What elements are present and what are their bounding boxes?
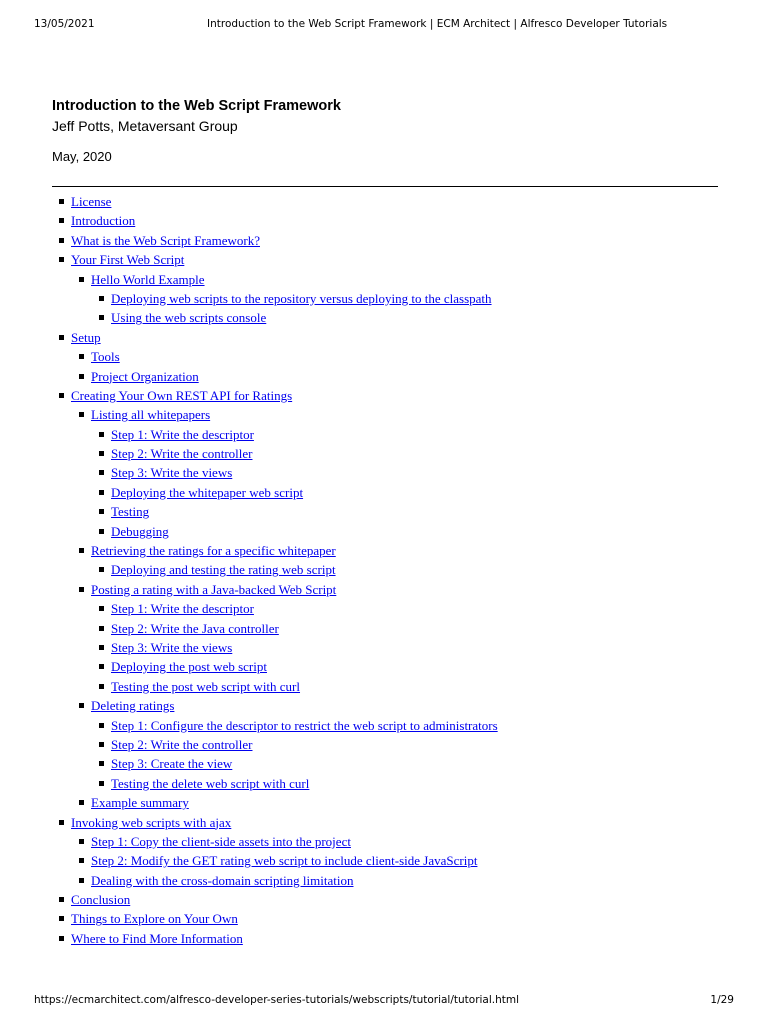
toc-link[interactable]: Testing the post web script with curl [111, 678, 301, 694]
document-author: Jeff Potts, Metaversant Group [52, 118, 238, 134]
toc-item [52, 716, 718, 735]
square-bullet-icon [59, 936, 64, 941]
print-header [34, 16, 734, 32]
document-date: May, 2020 [52, 149, 112, 164]
square-bullet-icon [59, 218, 64, 223]
square-bullet-icon [99, 509, 104, 514]
toc-item [52, 192, 718, 211]
toc-item [52, 231, 718, 250]
toc-link[interactable]: Setup [71, 329, 101, 345]
toc-link[interactable]: Deleting ratings [91, 698, 175, 714]
toc-item [52, 541, 718, 560]
toc-item [52, 851, 718, 870]
divider [52, 186, 718, 187]
toc-link[interactable]: Listing all whitepapers [91, 407, 211, 423]
square-bullet-icon [99, 645, 104, 650]
toc-item [52, 463, 718, 482]
toc-link[interactable]: Step 3: Write the views [111, 465, 233, 481]
toc-link[interactable]: Posting a rating with a Java-backed Web Script [91, 581, 337, 597]
toc-item [52, 909, 718, 928]
square-bullet-icon [99, 742, 104, 747]
toc-item [52, 522, 718, 541]
square-bullet-icon [99, 626, 104, 631]
toc-item [52, 890, 718, 909]
square-bullet-icon [99, 529, 104, 534]
toc-link[interactable]: Your First Web Script [71, 252, 185, 268]
toc-link[interactable]: Retrieving the ratings for a specific whitepaper [91, 543, 336, 559]
square-bullet-icon [99, 490, 104, 495]
toc-link[interactable]: Step 1: Configure the descriptor to restrict the web script to administrators [111, 717, 498, 733]
square-bullet-icon [79, 374, 84, 379]
toc-item [52, 250, 718, 269]
square-bullet-icon [79, 277, 84, 282]
toc-item [52, 599, 718, 618]
toc-link[interactable]: Step 2: Modify the GET rating web script to include client-side JavaScript [91, 853, 478, 869]
toc-item [52, 774, 718, 793]
toc-link[interactable]: Step 3: Create the view [111, 756, 233, 772]
square-bullet-icon [59, 897, 64, 902]
toc-link[interactable]: Step 2: Write the controller [111, 446, 253, 462]
square-bullet-icon [59, 820, 64, 825]
toc-link[interactable]: Hello World Example [91, 271, 205, 287]
toc-item [52, 580, 718, 599]
toc-item [52, 619, 718, 638]
toc-item [52, 502, 718, 521]
toc-link[interactable]: Where to Find More Information [71, 930, 243, 946]
square-bullet-icon [79, 412, 84, 417]
page-number: 1/29 [710, 994, 734, 1006]
square-bullet-icon [59, 238, 64, 243]
toc-item [52, 386, 718, 405]
toc-item [52, 308, 718, 327]
square-bullet-icon [99, 567, 104, 572]
toc-item [52, 696, 718, 715]
square-bullet-icon [79, 587, 84, 592]
toc-item [52, 211, 718, 230]
toc-item [52, 347, 718, 366]
square-bullet-icon [99, 664, 104, 669]
toc-item [52, 929, 718, 948]
toc-link[interactable]: Example summary [91, 795, 189, 811]
square-bullet-icon [79, 354, 84, 359]
toc-item [52, 832, 718, 851]
toc-link[interactable]: Step 1: Copy the client-side assets into the project [91, 833, 351, 849]
toc-link[interactable]: Step 2: Write the Java controller [111, 620, 279, 636]
square-bullet-icon [79, 878, 84, 883]
square-bullet-icon [99, 470, 104, 475]
print-footer [34, 992, 734, 1008]
toc-item [52, 270, 718, 289]
square-bullet-icon [99, 723, 104, 728]
square-bullet-icon [99, 761, 104, 766]
square-bullet-icon [99, 684, 104, 689]
square-bullet-icon [99, 781, 104, 786]
toc-link[interactable]: Step 1: Write the descriptor [111, 601, 254, 617]
toc-link[interactable]: License [71, 194, 112, 209]
toc-item [52, 444, 718, 463]
toc-link[interactable]: Step 2: Write the controller [111, 736, 253, 752]
toc-link[interactable]: Deploying the whitepaper web script [111, 484, 304, 500]
toc-link[interactable]: Testing [111, 504, 150, 520]
toc-item [52, 638, 718, 657]
square-bullet-icon [79, 858, 84, 863]
toc-item [52, 328, 718, 347]
toc-item [52, 677, 718, 696]
square-bullet-icon [59, 335, 64, 340]
toc-item [52, 289, 718, 308]
toc-item [52, 754, 718, 773]
square-bullet-icon [59, 393, 64, 398]
square-bullet-icon [79, 548, 84, 553]
toc-item [52, 560, 718, 579]
toc-link[interactable]: Tools [91, 349, 120, 365]
toc-item [52, 367, 718, 386]
square-bullet-icon [59, 916, 64, 921]
square-bullet-icon [79, 800, 84, 805]
toc-link[interactable]: Deploying web scripts to the repository versus deploying to the classpath [111, 290, 492, 306]
toc-link[interactable]: Invoking web scripts with ajax [71, 814, 232, 830]
toc-link[interactable]: Things to Explore on Your Own [71, 911, 238, 927]
toc-link[interactable]: Deploying and testing the rating web script [111, 562, 336, 578]
square-bullet-icon [79, 839, 84, 844]
print-url: https://ecmarchitect.com/alfresco-developer-series-tutorials/webscripts/tutorial/tutorial.html [34, 994, 520, 1006]
toc-link[interactable]: Step 3: Write the views [111, 639, 233, 655]
square-bullet-icon [99, 451, 104, 456]
square-bullet-icon [59, 257, 64, 262]
document-title: Introduction to the Web Script Framework [52, 98, 341, 114]
toc-link[interactable]: Conclusion [71, 892, 131, 908]
toc-link[interactable]: Dealing with the cross-domain scripting limitation [91, 872, 354, 888]
toc-item [52, 813, 718, 832]
toc-link[interactable]: Introduction [71, 213, 136, 229]
square-bullet-icon [99, 296, 104, 301]
toc-item [52, 425, 718, 444]
toc-item [52, 405, 718, 424]
square-bullet-icon [99, 432, 104, 437]
toc-link[interactable]: Debugging [111, 523, 169, 539]
square-bullet-icon [99, 606, 104, 611]
square-bullet-icon [59, 199, 64, 204]
toc-link[interactable]: Project Organization [91, 368, 199, 384]
toc-link[interactable]: What is the Web Script Framework? [71, 232, 260, 248]
print-page-title: Introduction to the Web Script Framework | ECM Architect | Alfresco Developer Tutorials [207, 18, 668, 30]
table-of-contents [52, 192, 718, 948]
document-body [52, 96, 718, 948]
square-bullet-icon [79, 703, 84, 708]
toc-link[interactable]: Step 1: Write the descriptor [111, 426, 254, 442]
print-date: 13/05/2021 [34, 18, 95, 30]
toc-item [52, 793, 718, 812]
toc-link[interactable]: Using the web scripts console [111, 310, 267, 326]
toc-item [52, 871, 718, 890]
square-bullet-icon [99, 315, 104, 320]
toc-item [52, 735, 718, 754]
toc-link[interactable]: Deploying the post web script [111, 659, 267, 675]
toc-item [52, 657, 718, 676]
toc-item [52, 483, 718, 502]
toc-link[interactable]: Testing the delete web script with curl [111, 775, 310, 791]
toc-link[interactable]: Creating Your Own REST API for Ratings [71, 387, 293, 403]
